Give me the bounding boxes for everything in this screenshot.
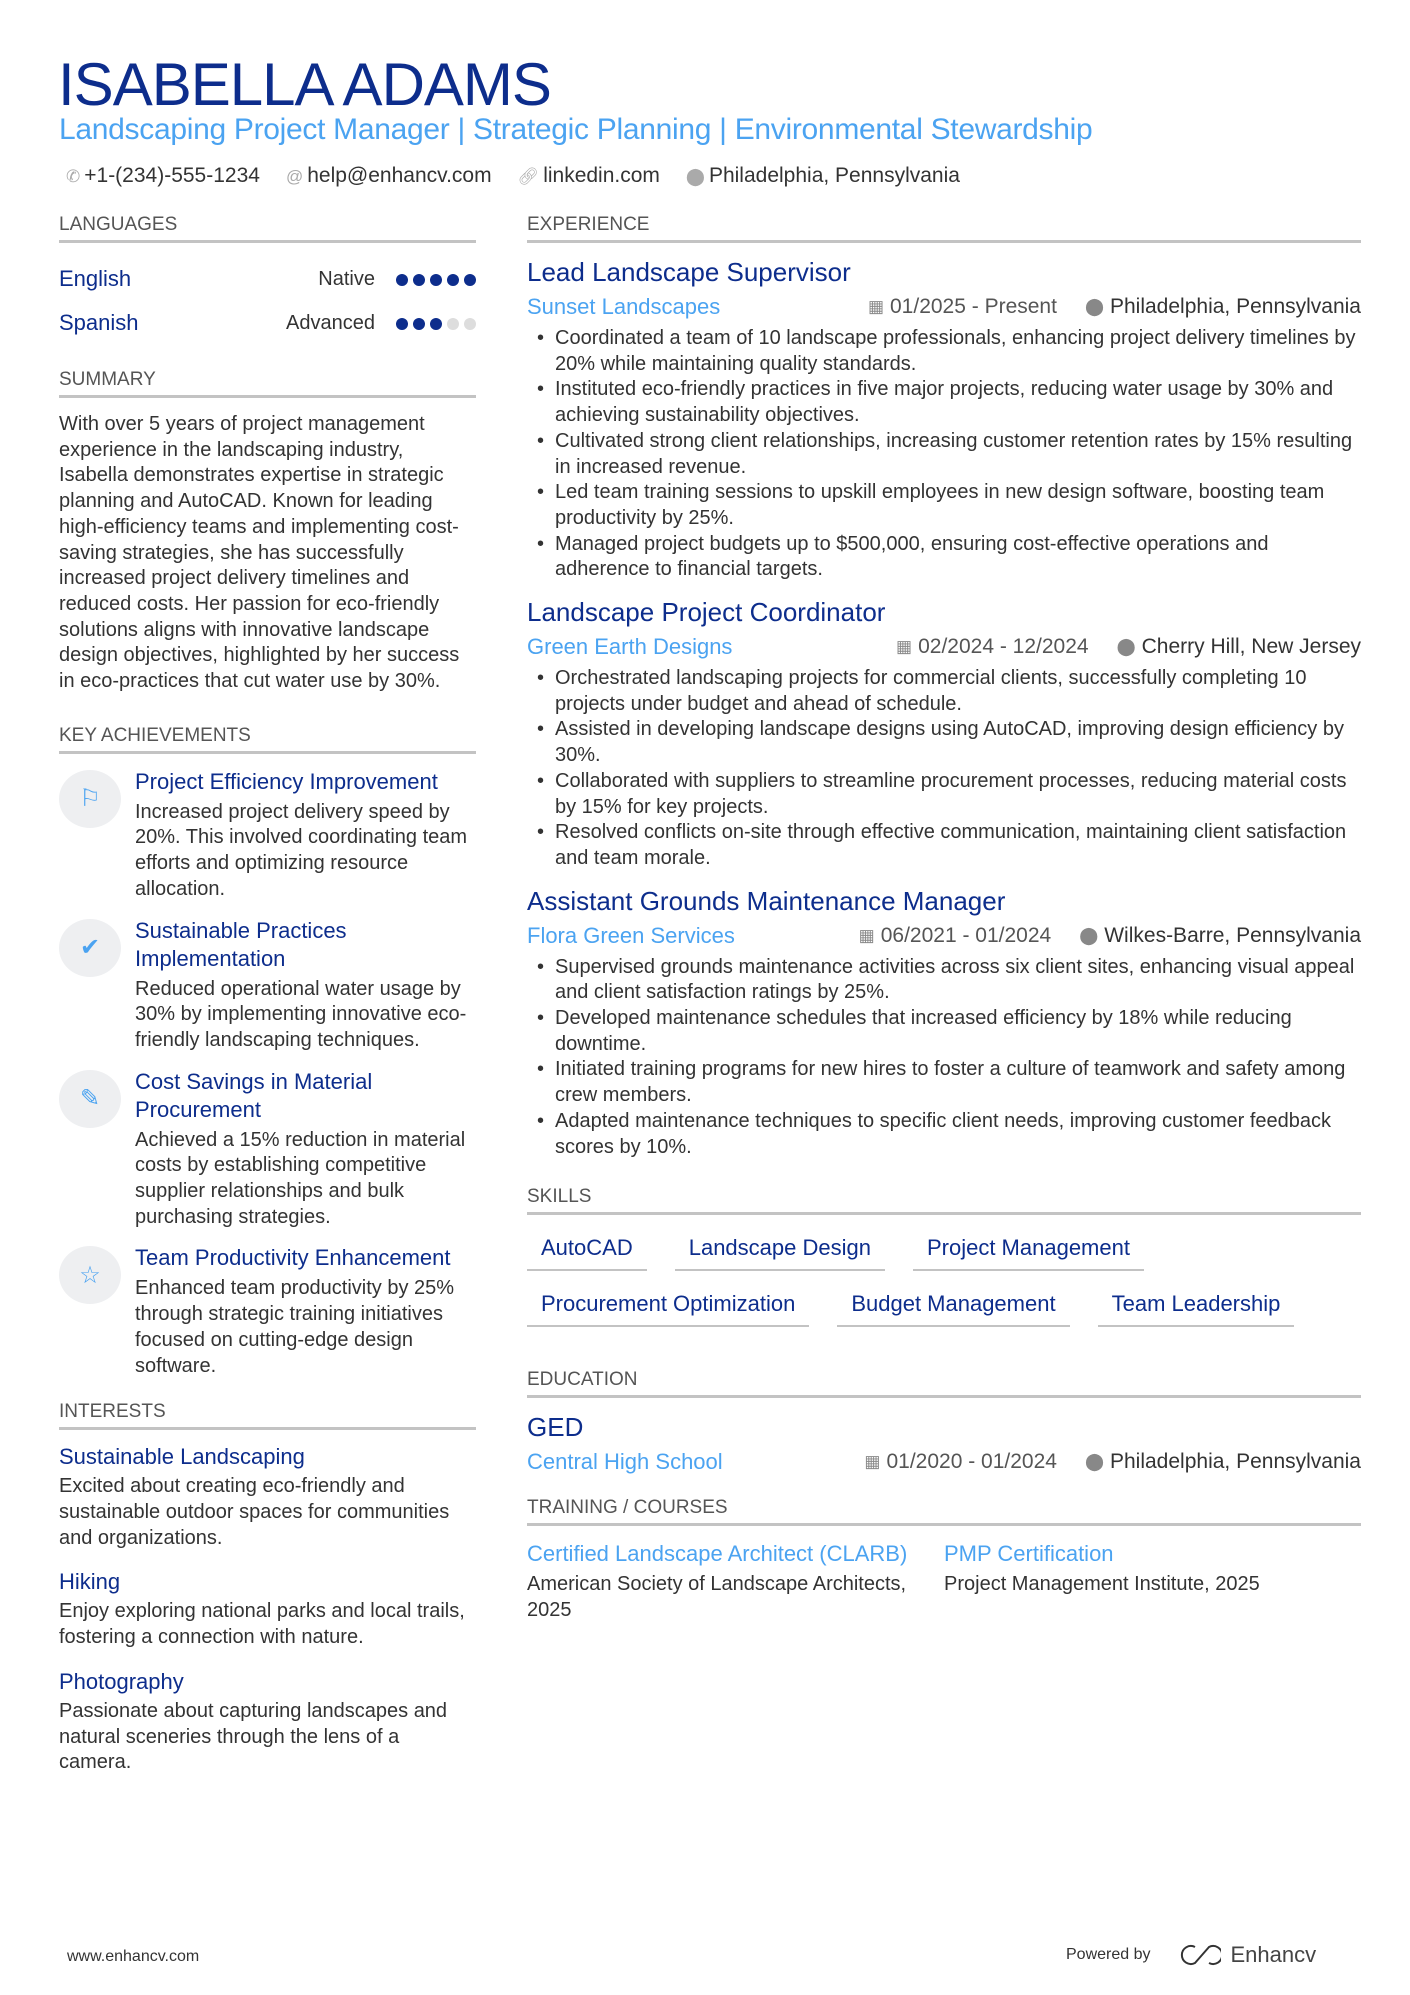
job-title: Lead Landscape Supervisor [527,257,851,287]
rating-dot [396,318,408,330]
interests-heading: INTERESTS [59,1401,476,1430]
achievements-list [59,768,476,1380]
job-entry [527,886,1361,1161]
job-bullet: • Adapted maintenance techniques to specific client needs, improving customer feedback scores by 10%. [527,1109,1361,1160]
location-icon: ⬤ [1084,1452,1104,1472]
enhancv-logo: Enhancv [1175,1942,1317,1968]
achievement-item: ⚐ Project Efficiency Improvement Increased project delivery speed by 20%. This involved coordinating team efforts and optimizing resource allocation. [59,768,476,903]
language-item: English Native [59,257,476,301]
job-bullet: • Orchestrated landscaping projects for commercial clients, successfully completing 10 projects under budget and ahead of schedule. [527,666,1361,717]
right-column [527,214,1361,1624]
education-dates: 01/2020 - 01/2024 [886,1450,1057,1474]
job-title: Assistant Grounds Maintenance Manager [527,885,1006,916]
calendar-icon: ▦ [864,1452,881,1472]
flag-icon: ⚐ [59,770,121,828]
location-icon: ⬤ [685,167,705,186]
rating-dot [464,274,476,286]
star-icon: ☆ [59,1246,121,1304]
achievement-item: ✔ Sustainable Practices Implementation Reduced operational water usage by 30% by implementing innovative eco-friendly landscaping techniques. [59,917,476,1054]
summary-heading: SUMMARY [59,369,476,398]
job-entry [527,597,1361,872]
course-item: PMP Certification Project Management Institute, 2025 [944,1541,1260,1596]
job-dates: 01/2025 - Present [890,295,1057,318]
contact-linkedin[interactable]: 🔗︎ linkedin.com [517,164,660,187]
skill-tag: Procurement Optimization [527,1285,809,1327]
rating-dot [447,318,459,330]
skill-tag: Team Leadership [1098,1285,1295,1327]
job-dates: 02/2024 - 12/2024 [918,635,1089,659]
job-location: Wilkes-Barre, Pennsylvania [1104,923,1361,947]
footer-powered [1066,1942,1316,1968]
contact-phone: ✆ +1-(234)-555-1234 [66,164,260,187]
calendar-icon: ▦ [867,297,884,316]
education-heading: EDUCATION [527,1369,1361,1398]
job-dates: 06/2021 - 01/2024 [880,923,1052,947]
achievement-item: ✎ Cost Savings in Material Procurement Achieved a 15% reduction in material costs by establishing competitive supplier relationships and bulk purchasing strategies. [59,1068,476,1231]
training-heading: TRAINING / COURSES [527,1497,1361,1526]
phone-icon: ✆ [66,167,81,186]
rating-dot [430,274,442,286]
education-entry [527,1412,1361,1475]
job-bullet: • Assisted in developing landscape designs using AutoCAD, improving design efficiency by 30%. [527,717,1361,768]
skill-tag: AutoCAD [527,1229,647,1271]
achievement-item: ☆ Team Productivity Enhancement Enhanced team productivity by 25% through strategic training initiatives focused on cutting-edge design software. [59,1244,476,1379]
degree: GED [527,1412,584,1443]
job-bullet: • Collaborated with suppliers to streamline procurement processes, reducing material costs by 15% for key projects. [527,769,1361,820]
contact-location: ⬤ Philadelphia, Pennsylvania [685,164,960,187]
languages-heading: LANGUAGES [59,214,476,243]
company: Green Earth Designs [527,634,733,660]
candidate-title: Landscaping Project Manager | Strategic Planning | Environmental Stewardship [59,113,1093,146]
job-bullet: • Cultivated strong client relationships, increasing customer retention rates by 15% resulting in increased revenue. [527,429,1361,480]
job-bullet: • Instituted eco-friendly practices in five major projects, reducing water usage by 30% and achieving sustainability objectives. [527,377,1361,428]
achievements-heading: KEY ACHIEVEMENTS [59,725,476,754]
rating-dot [464,318,476,330]
contact-email[interactable]: @ help@enhancv.com [285,164,492,187]
language-item: Spanish Advanced [59,301,476,345]
rating-dot [396,274,408,286]
job-bullet: • Resolved conflicts on-site through effective communication, maintaining client satisfaction and team morale. [527,820,1361,871]
skill-tag: Project Management [913,1229,1144,1271]
interest-item: Hiking Enjoy exploring national parks and local trails, fostering a connection with nature. [59,1569,465,1649]
interests-list [59,1444,476,1776]
powered-by-label: Powered by [1066,1946,1151,1963]
left-column [59,214,476,1794]
contact-bar [66,164,960,188]
skills-heading: SKILLS [527,1186,1361,1215]
rating-dot [413,274,425,286]
experience-heading: EXPERIENCE [527,214,1361,243]
languages-list [59,257,476,345]
job-entry [527,257,1361,583]
experience-list [527,257,1361,1160]
rating-dot [413,318,425,330]
summary-text: With over 5 years of project management experience in the landscaping industry, Isabella demonstrates expertise in strategic planning and AutoCAD. Known for leading high-efficiency teams and implementing cost-saving strategies, she has successfully increased project delivery timelines and reduced costs. Her passion for eco-friendly solutions aligns with innovative landscape design objectives, highlighted by her success in eco-practices that cut water use by 30%. [59,413,460,693]
job-bullet: • Led team training sessions to upskill employees in new design software, boosting team productivity by 25%. [527,480,1361,531]
location-icon: ⬤ [1084,297,1104,316]
school: Central High School [527,1449,723,1475]
interest-item: Photography Passionate about capturing landscapes and natural sceneries through the lens of a camera. [59,1668,448,1774]
job-title: Landscape Project Coordinator [527,597,886,628]
skills-list [527,1229,1361,1327]
skill-tag: Budget Management [837,1285,1069,1327]
link-icon: 🔗︎ [517,167,540,186]
location-icon: ⬤ [1079,925,1099,945]
company: Flora Green Services [527,922,735,948]
course-item: Certified Landscape Architect (CLARB) American Society of Landscape Architects, 2025 [527,1541,908,1621]
enhancv-logo-icon [1175,1943,1221,1967]
job-bullet: • Managed project budgets up to $500,000, ensuring cost-effective operations and adherence to financial targets. [527,532,1361,583]
job-bullet: • Supervised grounds maintenance activities across six client sites, enhancing visual appeal and client satisfaction ratings by 25%. [527,955,1361,1006]
at-icon: @ [285,167,304,186]
location-icon: ⬤ [1116,637,1136,657]
interest-item: Sustainable Landscaping Excited about creating eco-friendly and sustainable outdoor spaces for communities and organizations. [59,1444,450,1549]
check-icon: ✔ [59,919,121,977]
education-location: Philadelphia, Pennsylvania [1109,1450,1361,1474]
skill-tag: Landscape Design [675,1229,885,1271]
job-bullet: • Developed maintenance schedules that increased efficiency by 18% while reducing downtime. [527,1006,1361,1057]
calendar-icon: ▦ [858,925,875,945]
language-rating [391,266,476,292]
job-bullet: • Initiated training programs for new hires to foster a culture of teamwork and safety among crew members. [527,1057,1361,1108]
job-location: Cherry Hill, New Jersey [1141,635,1361,659]
magic-wand-icon: ✎ [59,1070,121,1128]
courses-list [527,1540,1361,1623]
company: Sunset Landscapes [527,294,721,319]
job-location: Philadelphia, Pennsylvania [1109,295,1361,318]
rating-dot [447,274,459,286]
language-rating [391,310,476,336]
rating-dot [430,318,442,330]
footer-website[interactable]: www.enhancv.com [67,1948,200,1965]
candidate-name: ISABELLA ADAMS [58,51,551,118]
calendar-icon: ▦ [896,637,913,657]
job-bullet: • Coordinated a team of 10 landscape professionals, enhancing project delivery timelines by 20% while maintaining quality standards. [527,326,1361,377]
